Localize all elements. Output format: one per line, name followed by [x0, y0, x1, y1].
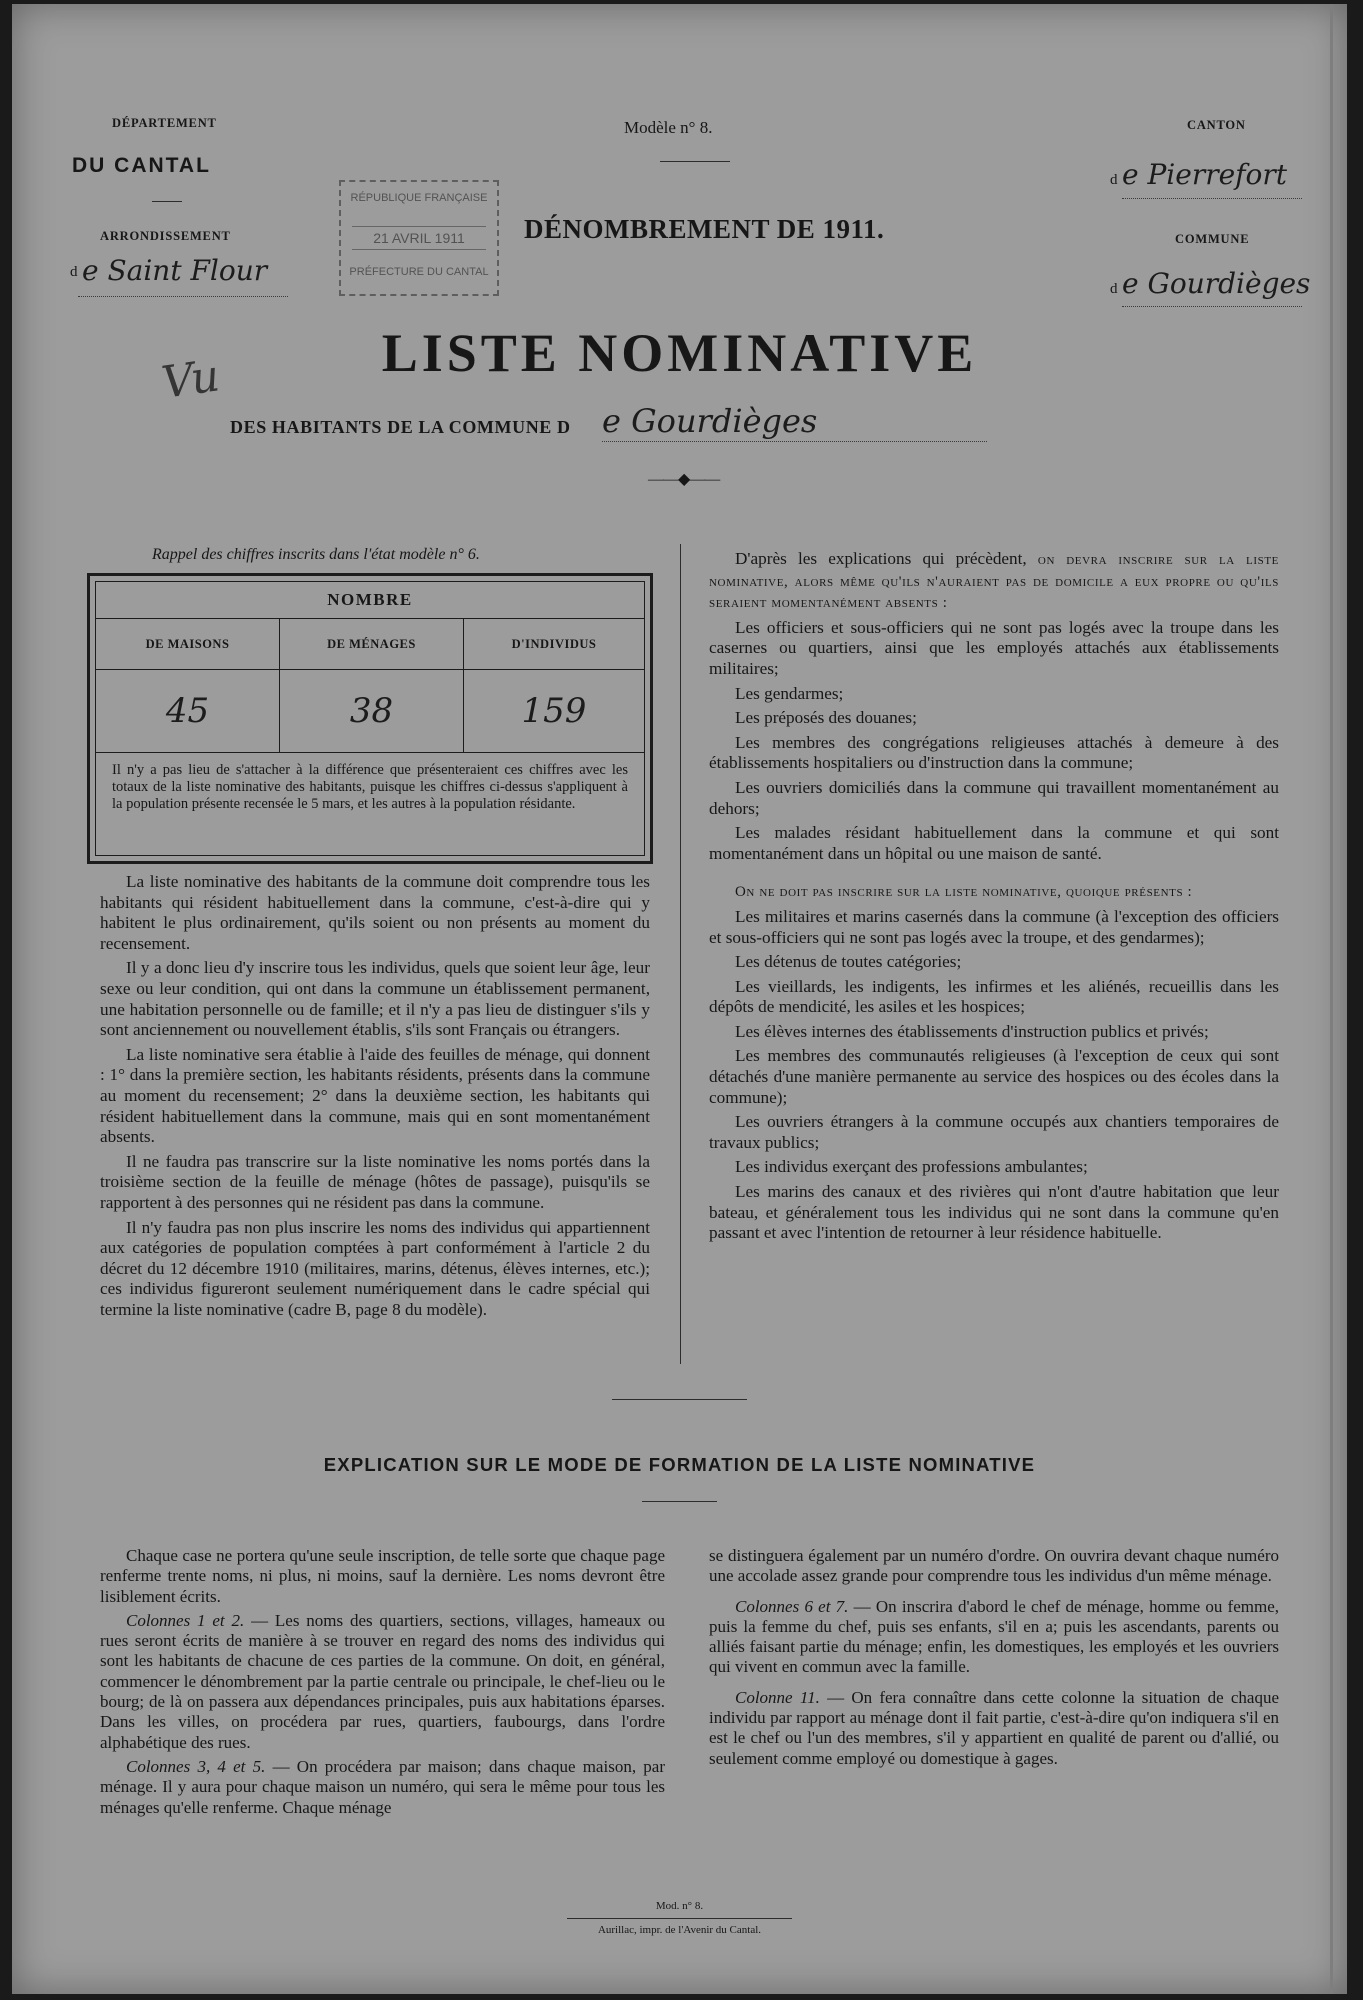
recap-note: Il n'y a pas lieu de s'attacher à la différence que présenteraient ces chiffres avec les totaux de la liste nominative des habitants, puisque les chiffres ci-dessus s'appliquent à la population présente recensée le 5 mars, et les autres à la population résidante.	[112, 762, 628, 812]
list-item: Les membres des communautés religieuses (à l'exception de ceux qui sont détachés d'une manière permanente au service des hospices ou des écoles dans la commune);	[709, 1046, 1279, 1107]
paragraph-text: — On inscrira d'abord le chef de ménage, homme ou femme, puis la femme du chef, puis ses enfants, s'il en a; puis les ascendants, parents ou alliés faisant partie du ménage; enfin, les domestiques, les employés et les ouvriers qui vivent en commun avec la famille.	[709, 1596, 1280, 1677]
commune-prefix: d	[1110, 281, 1118, 297]
canton-prefix: d	[1110, 172, 1118, 188]
paragraph: Chaque case ne portera qu'une seule inscription, de telle sorte que chaque page renferme trente noms, ni plus, ni moins, sauf la dernière. Les noms devront être lisiblement écrits.	[100, 1546, 665, 1606]
paragraph: se distinguera également par un numéro d'ordre. On ouvrira devant chaque numéro une accolade assez grande pour comprendre tous les individus d'un même ménage.	[709, 1546, 1279, 1586]
arrondissement-value: e Saint Flour	[82, 254, 268, 287]
list-item: Les malades résidant habituellement dans la commune et qui sont momentanément dans un hôpital ou une maison de santé.	[709, 823, 1279, 863]
stamp-date: 21 AVRIL 1911	[352, 226, 486, 250]
paragraph	[709, 1688, 1279, 1769]
intro-paragraph	[709, 549, 1279, 614]
paragraph-text: — On procédera par maison; dans chaque maison, par ménage. Il y aura pour chaque maison un numéro, qui sera le même pour tous les ménages qu'elle renferme. Chaque ménage	[100, 1756, 665, 1817]
recap-col-maisons: DE MAISONS	[96, 619, 280, 669]
paragraph: Il n'y faudra pas non plus inscrire les noms des individus qui appartiennent aux catégories de population comptées à part conformément à l'article 2 du décret du 12 décembre 1910 (militaires, marins, détenus, élèves internes, etc.); ces individus figureront seulement numériquement dans le cadre spécial qui termine la liste nominative (cadre B, page 8 du modèle).	[100, 1217, 650, 1319]
arrondissement-prefix: d	[70, 264, 78, 280]
recap-value-menages: 38	[280, 670, 464, 752]
list-item: Les officiers et sous-officiers qui ne sont pas logés avec la troupe dans les casernes ou quartiers, ainsi que les employés attachés aux établissements militaires;	[709, 617, 1279, 678]
stamp-line: PRÉFECTURE DU CANTAL	[349, 266, 489, 278]
paragraph-text: — On fera connaître dans cette colonne la situation de chaque individu par rapport au ménage dont il fait partie, c'est-à-dire qu'on indiquera s'il en est le chef ou l'un des membres, s'il y appartient en qualité de parent ou d'allié, ou seulement comme employé ou domestique à gages.	[709, 1687, 1279, 1768]
column-divider	[680, 544, 681, 1364]
paragraph	[709, 1597, 1279, 1678]
recap-value-maisons: 45	[96, 670, 280, 752]
list-item: Les détenus de toutes catégories;	[735, 952, 962, 972]
paragraph: La liste nominative sera établie à l'aide des feuilles de ménage, qui donnent : 1° dans la première section, les habitants résidents, présents dans la commune au moment du recensement; 2° dans la deuxième section, les habitants qui résident habituellement dans la commune, mais qui en sont momentanément absents.	[100, 1044, 650, 1147]
list-item: Les militaires et marins casernés dans la commune (à l'exception des officiers et sous-officiers qui ne sont pas logés avec la troupe, et des gendarmes);	[709, 906, 1279, 947]
explication-title: EXPLICATION SUR LE MODE DE FORMATION DE LA LISTE NOMINATIVE	[323, 1454, 1036, 1475]
column-ref: Colonne 11.	[735, 1687, 820, 1707]
stamp-line: RÉPUBLIQUE FRANÇAISE	[350, 192, 488, 204]
recap-value-individus: 159	[521, 691, 587, 731]
list-item: Les ouvriers étrangers à la commune occupés aux chantiers temporaires de travaux publics;	[709, 1112, 1279, 1152]
canton-line	[1122, 198, 1302, 199]
ornament: ——◆——	[648, 471, 720, 488]
list-item: Les marins des canaux et des rivières qui n'ont d'autre habitation que leur bateau, et généralement tous les individus qui ne sont dans la commune qu'en passant et avec l'intention de retourner à leur résidence habituelle.	[709, 1182, 1279, 1243]
exclude-heading: On ne doit pas inscrire sur la liste nominative, quoique présents :	[735, 884, 1193, 901]
column-ref: Colonnes 6 et 7.	[735, 1596, 849, 1616]
census-form-page	[12, 4, 1347, 1994]
modele-number: Modèle n° 8.	[624, 118, 713, 137]
list-item: Les ouvriers domiciliés dans la commune qui travaillent momentanément au dehors;	[709, 777, 1279, 818]
list-item: Les individus exerçant des professions ambulantes;	[735, 1157, 1088, 1177]
divider	[642, 1501, 717, 1502]
canton-label: CANTON	[1187, 118, 1246, 132]
explication-right	[709, 1546, 1279, 1773]
list-item: Les vieillards, les indigents, les infirmes et les aliénés, recueillis dans les dépôts de mendicité, les asiles et les hospices;	[709, 976, 1279, 1017]
divider	[612, 1399, 747, 1400]
commune-value: e Gourdièges	[1122, 267, 1311, 300]
divider	[152, 201, 182, 202]
arrondissement-line	[78, 296, 288, 297]
recap-col-individus: D'INDIVIDUS	[511, 637, 597, 651]
recap-col-menages: DE MÉNAGES	[280, 619, 464, 669]
footer-mod: Mod. n° 8.	[655, 1900, 704, 1912]
list-item: Les préposés des douanes;	[735, 708, 917, 728]
main-title: LISTE NOMINATIVE	[381, 323, 978, 383]
intro-text: D'après les explications qui précèdent,	[735, 549, 1027, 568]
commune-line	[1122, 306, 1302, 307]
recap-caption: Rappel des chiffres inscrits dans l'état modèle n° 6.	[152, 546, 480, 563]
commune-label: COMMUNE	[1175, 232, 1250, 246]
intro-smallcaps: on devra inscrire sur la liste nominative, alors même qu'ils n'auraient pas de domicile a eux propre ou qu'ils seraient momentanément absents :	[709, 552, 1279, 612]
paragraph: La liste nominative des habitants de la commune doit comprendre tous les habitants qui résident habituellement dans la commune, c'est-à-dire qui y habitent le plus ordinairement, qu'ils soient ou non présents au moment du recensement.	[100, 872, 650, 953]
column-ref: Colonnes 3, 4 et 5.	[126, 1756, 266, 1776]
paragraph: Il y a donc lieu d'y inscrire tous les individus, quels que soient leur âge, leur sexe ou leur condition, qui ont dans la commune un établissement permanent, une habitation personnelle ou de famille; et il n'y a pas lieu de distinguer s'ils y sont anciennement ou nouvellement établis, s'ils sont Français ou étrangers.	[100, 958, 650, 1040]
footer-printer: Aurillac, impr. de l'Avenir du Cantal.	[597, 1924, 762, 1936]
recap-nombre: NOMBRE	[96, 582, 644, 619]
departement-label: DÉPARTEMENT	[112, 116, 217, 130]
paragraph-text: — Les noms des quartiers, sections, villages, hameaux ou rues seront écrits de manière à se trouver en regard des noms des individus qui sont les habitants de chacune de ces parties de la commune. On doit, en général, commencer le dénombrement par la partie centrale ou principale, le chef-lieu ou le bourg; de là on passera aux dépendances principales, puis aux habitations éparses. Dans les villes, on procédera par rues, quartiers, faubourgs, dans l'ordre alphabétique des rues.	[100, 1610, 665, 1752]
subtitle-line	[602, 441, 987, 442]
arrondissement-label: ARRONDISSEMENT	[100, 229, 231, 243]
paragraph: Il ne faudra pas transcrire sur la liste nominative les noms portés dans la troisième section de la feuille de ménage (hôtes de passage), puisqu'ils se rapportent à des personnes qui ne résident pas dans la commune.	[100, 1151, 650, 1212]
recap-table	[87, 573, 653, 864]
column-ref: Colonnes 1 et 2.	[126, 1610, 245, 1630]
recap-table-inner	[95, 581, 645, 856]
paragraph	[100, 1757, 665, 1818]
recap-header-row	[96, 619, 644, 670]
visa-mark: Vu	[158, 350, 223, 409]
prefecture-stamp	[339, 180, 499, 296]
list-item: Les membres des congrégations religieuses attachés à demeure à des établissements hospitaliers ou d'instruction dans la commune;	[709, 732, 1279, 773]
departement-name: DU CANTAL	[72, 154, 211, 177]
census-title: DÉNOMBREMENT DE 1911.	[524, 214, 885, 244]
subtitle-value: e Gourdièges	[602, 402, 818, 440]
subtitle-prefix: DES HABITANTS DE LA COMMUNE D	[230, 417, 571, 437]
divider	[567, 1918, 792, 1919]
paragraph	[100, 1611, 665, 1753]
right-column	[709, 549, 1279, 1248]
left-column	[100, 872, 650, 1324]
explication-left	[100, 1546, 665, 1822]
canton-value: e Pierrefort	[1122, 158, 1288, 191]
recap-values-row	[96, 670, 644, 753]
divider	[660, 161, 730, 162]
list-item: Les élèves internes des établissements d'instruction publics et privés;	[735, 1021, 1209, 1041]
page-edge	[1330, 4, 1333, 1994]
list-item: Les gendarmes;	[735, 683, 844, 703]
